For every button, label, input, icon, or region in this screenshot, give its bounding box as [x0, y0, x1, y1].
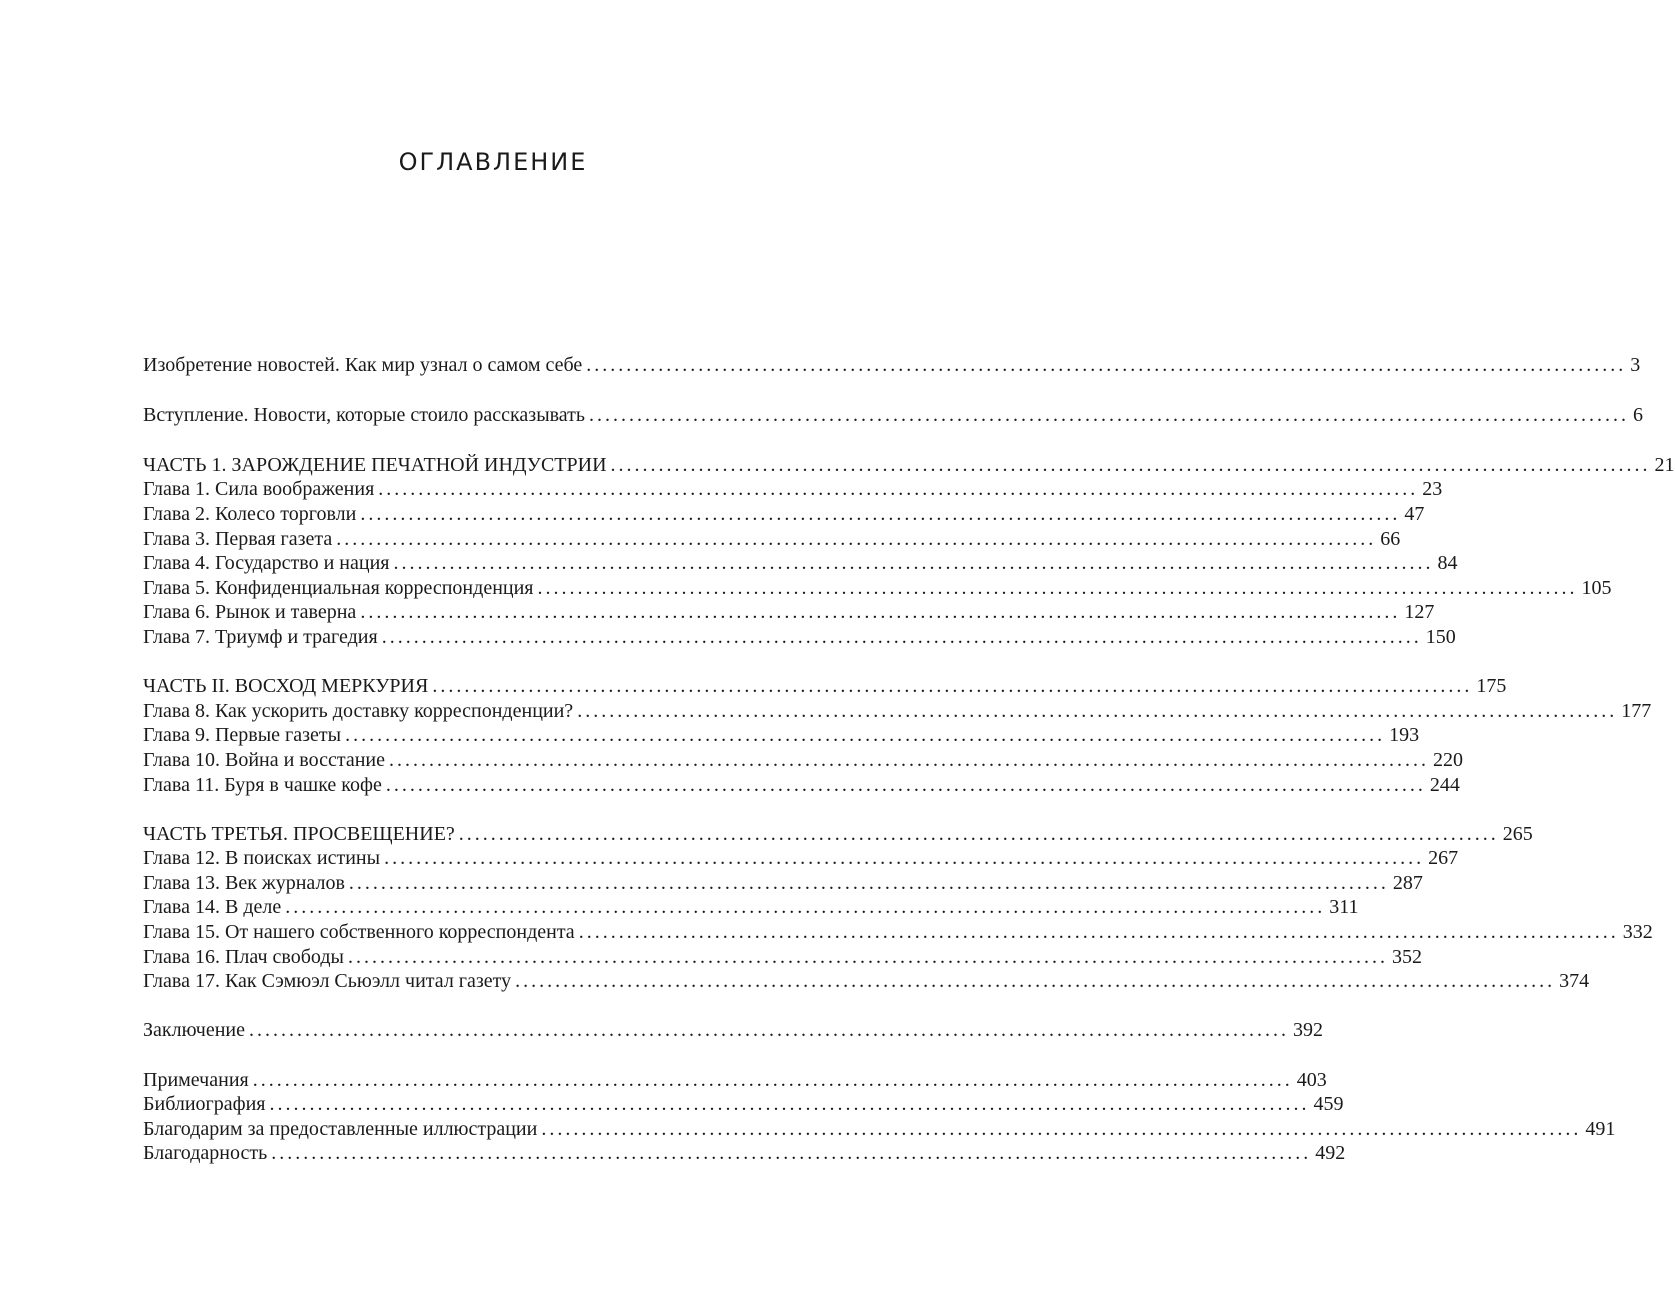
toc-entry-title: Глава 8. Как ускорить доставку корреспонденции?: [143, 699, 574, 722]
dot-leader: ..................................................................................................................................: [385, 773, 1426, 796]
toc-entry[interactable]: [143, 871, 1423, 896]
toc-entry-page-number: 392: [1293, 1019, 1323, 1042]
toc-entry-page-number: 265: [1502, 822, 1533, 845]
toc-entry[interactable]: [143, 353, 1641, 378]
toc-entry[interactable]: [143, 822, 1533, 847]
dot-leader: ..................................................................................................................................: [348, 871, 1389, 894]
toc-entry-title: Глава 16. Плач свободы: [143, 945, 344, 968]
toc-entry-title: Благодарность: [143, 1142, 268, 1165]
toc-entry[interactable]: [143, 453, 1675, 478]
toc-entry-page-number: 175: [1476, 675, 1507, 698]
dot-leader: ..................................................................................................................................: [360, 601, 1401, 624]
toc-entry[interactable]: [143, 723, 1420, 748]
toc-entry-title: ЧАСТЬ II. ВОСХОД МЕРКУРИЯ: [143, 675, 429, 698]
toc-entry-title: Библиография: [143, 1093, 266, 1116]
toc-entry-page-number: 491: [1585, 1117, 1616, 1140]
toc-entry-page-number: 244: [1429, 773, 1460, 796]
dot-leader: ..................................................................................................................................: [515, 970, 1556, 993]
toc-entry-title: Глава 7. Триумф и трагедия: [143, 625, 378, 648]
toc-entry-page-number: 374: [1559, 970, 1590, 993]
dot-leader: ..................................................................................................................................: [336, 527, 1377, 550]
dot-leader: ..................................................................................................................................: [269, 1093, 1310, 1116]
toc-entry[interactable]: [143, 699, 1652, 724]
dot-leader: ..................................................................................................................................: [347, 945, 1388, 968]
group-spacer: [143, 650, 810, 675]
dot-leader: ..................................................................................................................................: [458, 822, 1499, 845]
dot-leader: ..................................................................................................................................: [384, 847, 1425, 870]
toc-entry[interactable]: [143, 674, 1507, 699]
toc-entry-title: Вступление. Новости, которые стоило рассказывать: [143, 404, 586, 427]
toc-entry[interactable]: [143, 1117, 1616, 1142]
toc-entry-title: Глава 12. В поисках истины: [143, 847, 381, 870]
toc-entry-page-number: 150: [1425, 625, 1456, 648]
toc-entry-page-number: 23: [1422, 478, 1443, 501]
dot-leader: ..................................................................................................................................: [378, 478, 1419, 501]
toc-entry[interactable]: [143, 1092, 1344, 1117]
toc-entry[interactable]: [143, 945, 1422, 970]
toc-group: [143, 1018, 1323, 1043]
toc-entry[interactable]: [143, 502, 1425, 527]
dot-leader: ..................................................................................................................................: [389, 748, 1430, 771]
toc-entry-title: Глава 17. Как Сэмюэл Сьюэлл читал газету: [143, 970, 512, 993]
dot-leader: ..................................................................................................................................: [381, 625, 1422, 648]
group-spacer: [143, 1043, 810, 1068]
toc-entry-page-number: 127: [1404, 601, 1435, 624]
toc-group: [143, 403, 1644, 428]
toc-entry[interactable]: [143, 773, 1460, 798]
toc-entry-title: Благодарим за предоставленные иллюстрации: [143, 1117, 538, 1140]
page-title: ОГЛАВЛЕНИЕ: [398, 148, 588, 176]
toc-entry-title: ЧАСТЬ ТРЕТЬЯ. ПРОСВЕЩЕНИЕ?: [143, 822, 455, 845]
toc-entry[interactable]: [143, 920, 1653, 945]
dot-leader: ..................................................................................................................................: [586, 354, 1627, 376]
toc-entry[interactable]: [143, 846, 1459, 871]
dot-leader: ..................................................................................................................................: [541, 1117, 1582, 1140]
toc-entry-title: Примечания: [143, 1068, 249, 1091]
toc-entry-page-number: 220: [1433, 748, 1464, 771]
toc-group: [143, 674, 1652, 797]
dot-leader: ..................................................................................................................................: [249, 1019, 1289, 1042]
toc-entry-page-number: 459: [1313, 1093, 1344, 1116]
toc-entry-page-number: 47: [1404, 502, 1425, 525]
toc-entry-title: Глава 13. Век журналов: [143, 871, 345, 894]
toc-entry-page-number: 21: [1654, 453, 1675, 476]
toc-entry[interactable]: [143, 600, 1435, 625]
toc-entry-page-number: 403: [1296, 1068, 1327, 1091]
toc-entry[interactable]: [143, 477, 1443, 502]
toc-group: [143, 822, 1653, 994]
toc-entry[interactable]: [143, 1018, 1323, 1043]
toc-entry-title: Глава 10. Война и восстание: [143, 748, 386, 771]
dot-leader: ..................................................................................................................................: [271, 1142, 1312, 1165]
toc-entry[interactable]: [143, 1141, 1346, 1166]
toc-entry-title: Глава 2. Колесо торговли: [143, 502, 357, 525]
toc-entry-page-number: 287: [1392, 871, 1423, 894]
toc-entry-page-number: 193: [1389, 724, 1420, 747]
dot-leader: ..................................................................................................................................: [610, 453, 1651, 476]
dot-leader: ..................................................................................................................................: [537, 576, 1578, 599]
toc-group: [143, 353, 1641, 378]
toc-entry-page-number: 352: [1391, 945, 1422, 968]
toc-entry-title: Заключение: [143, 1019, 245, 1042]
dot-leader: ..................................................................................................................................: [589, 404, 1630, 427]
toc-group: [143, 453, 1675, 650]
toc-entry[interactable]: [143, 527, 1401, 552]
toc-entry[interactable]: [143, 625, 1456, 650]
dot-leader: ..................................................................................................................................: [252, 1068, 1293, 1091]
toc-entry-title: ЧАСТЬ 1. ЗАРОЖДЕНИЕ ПЕЧАТНОЙ ИНДУСТРИИ: [143, 453, 607, 476]
toc-entry-page-number: 332: [1622, 921, 1653, 944]
toc-entry[interactable]: [143, 748, 1464, 773]
dot-leader: ..................................................................................................................................: [432, 675, 1473, 698]
toc-entry-page-number: 84: [1437, 552, 1458, 575]
toc-entry[interactable]: [143, 895, 1359, 920]
toc-entry-page-number: 105: [1581, 576, 1612, 599]
toc-entry-title: Глава 15. От нашего собственного корреспондента: [143, 921, 575, 944]
dot-leader: ..................................................................................................................................: [345, 724, 1386, 747]
toc-entry[interactable]: [143, 551, 1458, 576]
group-spacer: [143, 994, 810, 1019]
toc-entry[interactable]: [143, 403, 1644, 428]
toc-entry-page-number: 6: [1633, 404, 1644, 427]
toc-entry-title: Глава 9. Первые газеты: [143, 724, 342, 747]
toc-entry-page-number: 3: [1630, 354, 1641, 376]
toc-entry-page-number: 311: [1329, 896, 1359, 919]
toc-entry-title: Глава 3. Первая газета: [143, 527, 333, 550]
toc-entry[interactable]: [143, 1068, 1327, 1093]
toc-entry-title: Глава 1. Сила воображения: [143, 478, 375, 501]
dot-leader: ..................................................................................................................................: [578, 921, 1619, 944]
dot-leader: ..................................................................................................................................: [360, 502, 1401, 525]
group-spacer: [143, 378, 810, 404]
toc-entry-title: Глава 4. Государство и нация: [143, 552, 390, 575]
toc-entry[interactable]: [143, 969, 1590, 994]
toc-entry-title: Глава 14. В деле: [143, 896, 282, 919]
table-of-contents: [143, 353, 1675, 1166]
toc-entry-page-number: 177: [1621, 699, 1652, 722]
group-spacer: [143, 797, 810, 822]
toc-entry-page-number: 66: [1380, 527, 1401, 550]
toc-entry-page-number: 492: [1315, 1142, 1346, 1165]
dot-leader: ..................................................................................................................................: [393, 552, 1434, 575]
dot-leader: ..................................................................................................................................: [577, 699, 1618, 722]
toc-entry-title: Глава 5. Конфиденциальная корреспонденция: [143, 576, 534, 599]
toc-entry-page-number: 267: [1428, 847, 1459, 870]
dot-leader: ..................................................................................................................................: [285, 896, 1326, 919]
toc-group: [143, 1068, 1616, 1166]
toc-entry-title: Глава 11. Буря в чашке кофе: [143, 773, 382, 796]
group-spacer: [143, 428, 810, 453]
toc-entry-title: Изобретение новостей. Как мир узнал о самом себе: [143, 354, 583, 376]
toc-entry-title: Глава 6. Рынок и таверна: [143, 601, 357, 624]
toc-entry[interactable]: [143, 576, 1612, 601]
